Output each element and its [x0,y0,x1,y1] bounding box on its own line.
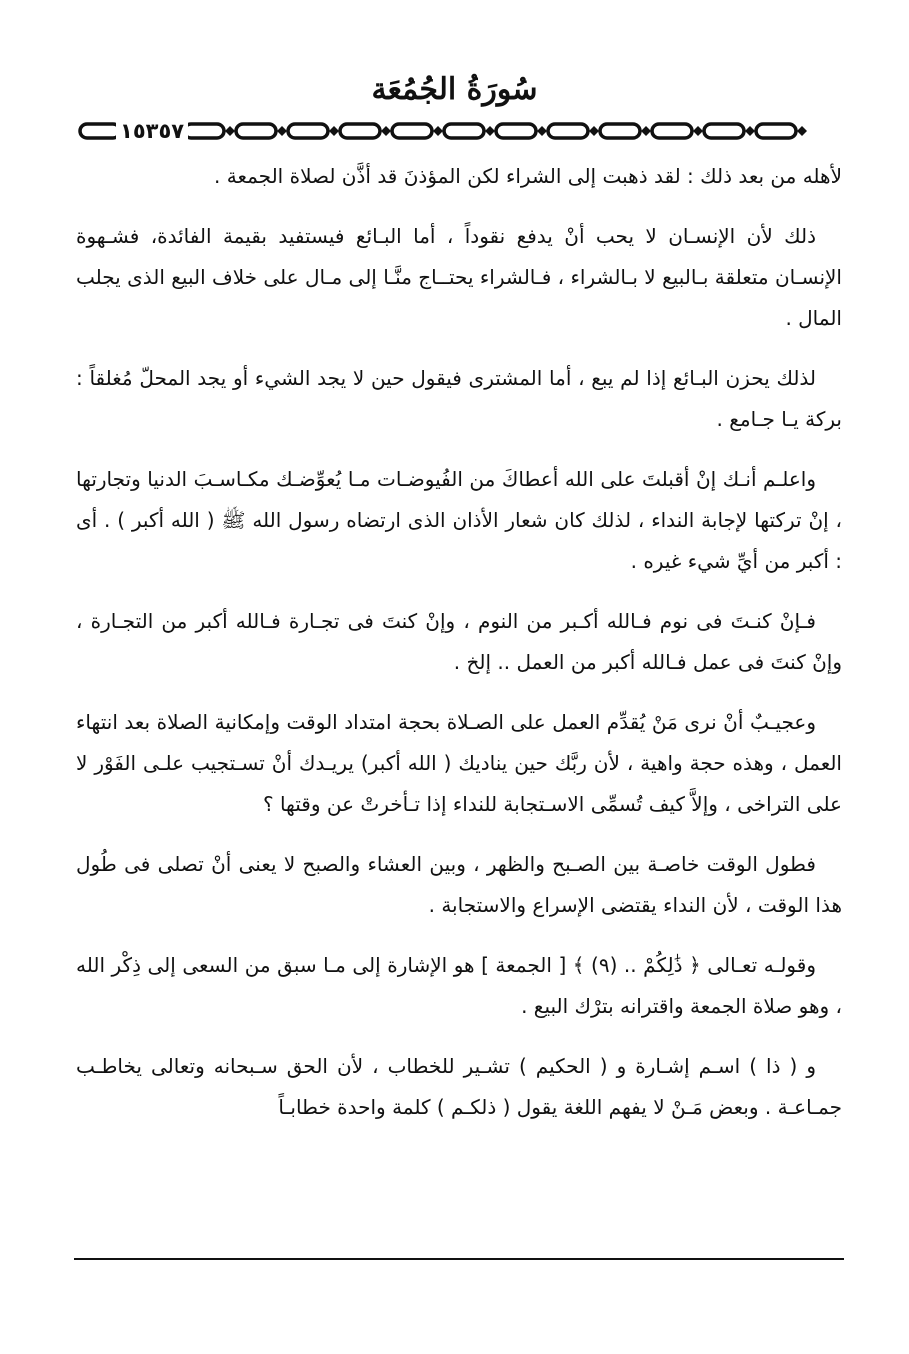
chain-border-ornament [78,118,840,144]
chain-diamond [745,126,755,136]
chain-link [288,124,328,138]
paragraph: لأهله من بعد ذلك : لقد ذهبت إلى الشراء لكن المؤذنَ قد أذَّن لصلاة الجمعة . [214,164,842,188]
chain-diamond [693,126,703,136]
paragraph: ذلك لأن الإنسـان لا يحب أنْ يدفع نقوداً ، أما البـائع فيستفيد بقيمة الفائدة، فشـهوة الإنسـان متعلقة بـالبيع لا بـالشراء ، فـالشراء يحتــاج منَّـا إلى مـال على خلاف البيع الذى يجلب المال . [76,224,842,330]
chain-link [704,124,744,138]
paragraph: و ( ذا ) اسـم إشـارة و ( الحكيم ) تشـير للخطاب ، لأن الحق سـبحانه وتعالى يخاطـب جمـاعـة . وبعض مَـنْ لا يفهم اللغة يقول ( ذلكـم ) كلمة واحدة خطابـاً [76,1054,842,1119]
chain-diamond [277,126,287,136]
paragraph: فـإنْ كنـتَ فى نوم فـالله أكـبر من النوم ، وإنْ كنتَ فى تجـارة فـالله أكبر من التجـارة ، وإنْ كنتَ فى عمل فـالله أكبر من العمل .. إلخ . [76,609,842,674]
chain-diamond [381,126,391,136]
chain-diamond [641,126,651,136]
chain-link [600,124,640,138]
bottom-rule [74,1258,844,1260]
chain-link [756,124,796,138]
chain-link [236,124,276,138]
paragraph: لذلك يحزن البـائع إذا لم يبع ، أما المشترى فيقول حين لا يجد الشيء أو يجد المحلّ مُغلقاً : بركة يـا جـامع . [76,366,842,431]
chain-link [340,124,380,138]
chain-link [184,124,224,138]
header-chain-ornament [78,118,840,144]
chain-link [80,124,120,138]
chain-diamond [225,126,235,136]
chain-link [496,124,536,138]
chain-link [652,124,692,138]
chain-link [548,124,588,138]
chain-link [444,124,484,138]
chain-diamond [329,126,339,136]
chain-diamond [537,126,547,136]
paragraph: وقولـه تعـالى ﴿ ذَٰلِكُمْ .. (٩) ﴾ [ الجمعة ] هو الإشارة إلى مـا سبق من السعى إلى ذِكْر الله ، وهو صلاة الجمعة واقترانه بترْك البيع . [76,953,842,1018]
page-number: ١٥٣٥٧ [116,118,188,144]
chain-diamond [485,126,495,136]
paragraph: واعلـم أنـك إنْ أقبلتَ على الله أعطاكَ من الفُيوضـات مـا يُعوِّضـك مكـاسـبَ الدنيا وتجارتها ، إنْ تركتها لإجابة النداء ، لذلك كان شعار الأذان الذى ارتضاه رسول الله ﷺ ( الله أكبر ) . أى : أكبر من أيِّ شيء غيره . [76,467,842,573]
chain-link [392,124,432,138]
surah-title: سُورَةُ الجُمُعَة [371,72,538,107]
chain-diamond [797,126,807,136]
paragraph: وعجيـبٌ أنْ نرى مَنْ يُقدِّم العمل على الصـلاة بحجة امتداد الوقت وإمكانية الصلاة بعد انتهاء العمل ، وهذه حجة واهية ، لأن ربَّك حين يناديك ( الله أكبر) يريـدك أنْ تسـتجيب علـى الفَوْر لا على التراخى ، وإلاَّ كيف تُسمِّى الاسـتجابة للنداء إذا تـأخرتْ عن وقتها ؟ [76,710,842,816]
chain-diamond [589,126,599,136]
chain-diamond [433,126,443,136]
paragraph: فطول الوقت خاصـة بين الصـبح والظهر ، وبين العشاء والصبح لا يعنى أنْ تصلى فى طُول هذا الوقت ، لأن النداء يقتضى الإسراع والاستجابة . [76,852,842,917]
body-text [76,156,842,1147]
